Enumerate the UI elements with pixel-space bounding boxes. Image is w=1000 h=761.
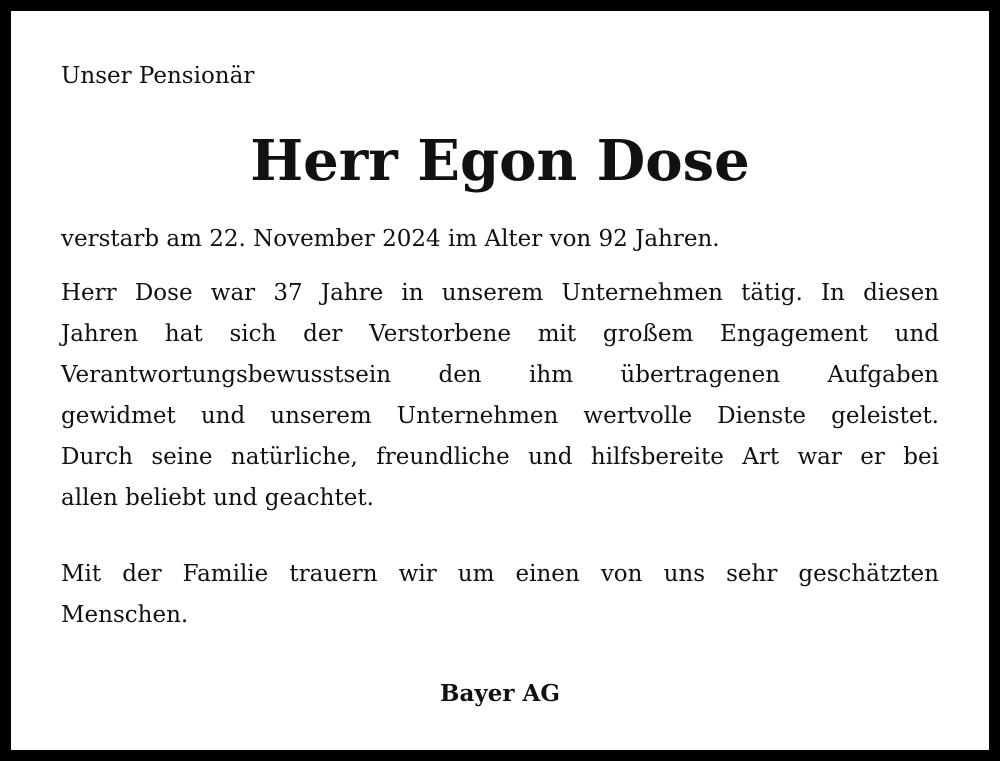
mourning-paragraph — [61, 554, 939, 636]
mourning-line: Mit der Familie trauern wir um einen von uns sehr geschätzten — [61, 561, 939, 587]
company-signature: Bayer AG — [440, 680, 560, 707]
tribute-line: Verantwortungsbewusstsein den ihm übertragenen Aufgaben — [61, 362, 939, 388]
intro-line: Unser Pensionär — [61, 63, 255, 89]
tribute-line: gewidmet und unserem Unternehmen wertvolle Dienste geleistet. — [61, 403, 939, 429]
tribute-paragraph — [61, 273, 939, 519]
deceased-name: Herr Egon Dose — [250, 128, 750, 194]
tribute-line: Durch seine natürliche, freundliche und hilfsbereite Art war er bei — [61, 444, 939, 470]
mourning-line: Menschen. — [61, 602, 189, 628]
tribute-line: Herr Dose war 37 Jahre in unserem Unternehmen tätig. In diesen — [61, 280, 939, 306]
tribute-line: Jahren hat sich der Verstorbene mit großem Engagement und — [61, 321, 939, 347]
tribute-line: allen beliebt und geachtet. — [61, 485, 374, 511]
passing-statement: verstarb am 22. November 2024 im Alter von 92 Jahren. — [61, 226, 720, 252]
